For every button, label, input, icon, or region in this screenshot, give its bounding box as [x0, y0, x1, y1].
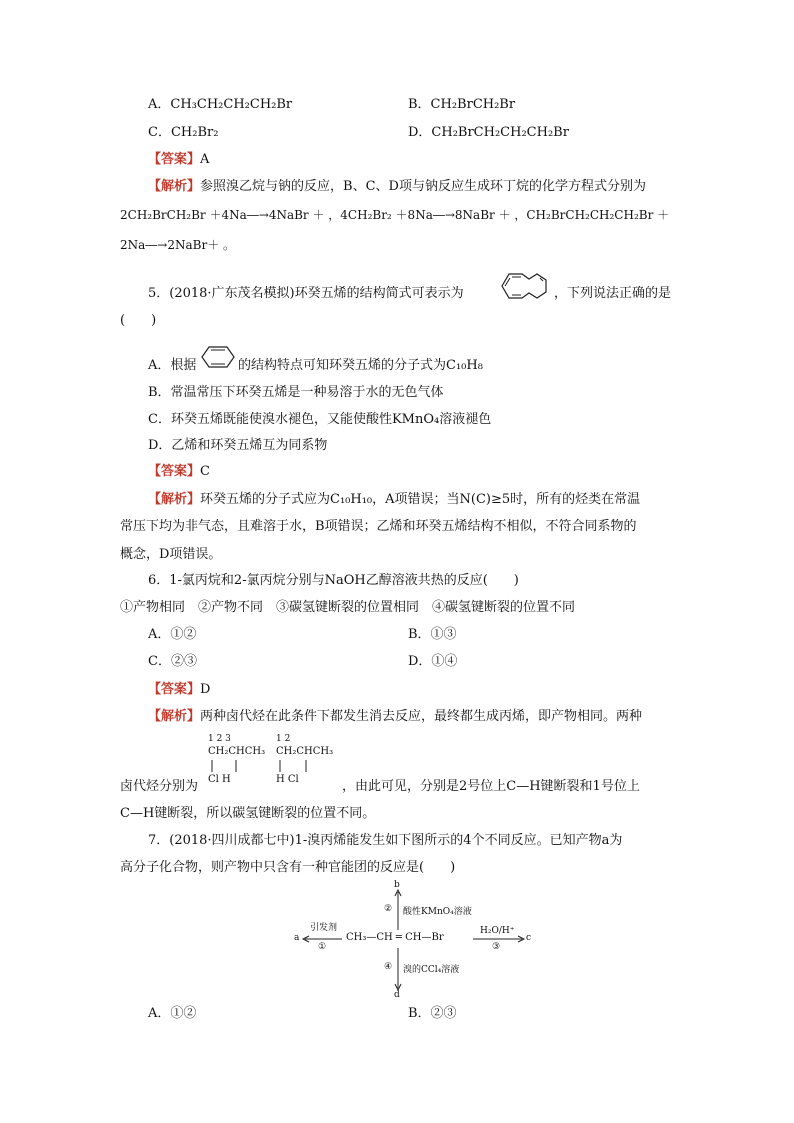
- answer-tag: 【答案】: [148, 682, 201, 697]
- q4-analysis-line-1: [148, 177, 646, 197]
- analysis-text: 两种卤代烃在此条件下都发生消去反应，最终都生成丙烯，即产物相同。两种: [200, 709, 643, 724]
- q6-analysis-line-1: [148, 707, 642, 727]
- analysis-text: 环癸五烯的分子式应为C₁₀H₁₀，A项错误；当N(C)≥5时，所有的烃类在常温: [200, 492, 641, 507]
- product-c: c: [526, 933, 532, 943]
- q6-option-a: A．①②: [148, 627, 197, 642]
- step-4-number: ④: [384, 962, 393, 972]
- q4-analysis-line-2: 2CH₂BrCH₂Br ＋4Na―→4NaBr ＋ ，4CH₂Br₂ ＋8Na―→8NaBr ＋ ，CH₂BrCH₂CH₂CH₂Br ＋: [120, 208, 670, 222]
- struct2-top: CH₂CHCH₃: [276, 746, 334, 757]
- q5-option-b: B．常温常压下环癸五烯是一种易溶于水的无色气体: [148, 385, 444, 400]
- answer-tag: 【答案】: [148, 152, 201, 167]
- answer-value: D: [200, 682, 211, 697]
- q6-analysis-line-3: C—H键断裂，所以碳氢键断裂的位置不同。: [120, 806, 376, 821]
- q6-analysis-line-2a: 卤代烃分别为: [120, 779, 199, 794]
- q6-answer: [148, 680, 210, 700]
- q5-analysis-line-1: [148, 490, 640, 510]
- q7-option-a: A．①②: [148, 1006, 197, 1021]
- analysis-tag: 【解析】: [148, 709, 201, 724]
- product-d: d: [394, 990, 400, 1000]
- product-b: b: [394, 880, 400, 890]
- q7-stem-line-2: 高分子化合物，则产物中只含有一种官能团的反应是( ): [120, 860, 456, 875]
- q5-option-a: [148, 356, 196, 376]
- struct2-bottom: H Cl: [276, 774, 299, 785]
- struct1-bonds: [208, 758, 248, 774]
- center-molecule: CH₃—CH ═ CH—Br: [346, 932, 444, 943]
- analysis-tag: 【解析】: [148, 492, 201, 507]
- q4-analysis-line-3: 2Na―→2NaBr＋ 。: [120, 238, 236, 252]
- answer-tag: 【答案】: [148, 464, 201, 479]
- q5-stem-line-1: [148, 284, 464, 304]
- q5-analysis-line-2: 常压下均为非气态，且难溶于水，B项错误；乙烯和环癸五烯结构不相似，不符合同系物的: [120, 519, 637, 534]
- q6-analysis-line-2b: ，由此可见，分别是2号位上C—H键断裂和1号位上: [342, 779, 640, 794]
- reaction-diagram: [290, 882, 540, 1000]
- q5-option-a-text-1: A．根据: [148, 358, 197, 373]
- condition-4: 溴的CCl₄溶液: [403, 965, 460, 975]
- q6-items: ①产物相同 ②产物不同 ③碳氢键断裂的位置相同 ④碳氢键断裂的位置不同: [120, 600, 576, 615]
- answer-value: C: [200, 464, 210, 479]
- q4-option-d: D．CH₂BrCH₂CH₂CH₂Br: [408, 125, 569, 140]
- analysis-tag: 【解析】: [148, 179, 201, 194]
- condition-2: 酸性KMnO₄溶液: [403, 907, 472, 917]
- step-2-number: ②: [384, 904, 393, 914]
- q5-option-a-text-2: 的结构特点可知环癸五烯的分子式为C₁₀H₈: [238, 358, 483, 373]
- q4-option-b: B．CH₂BrCH₂Br: [408, 97, 516, 112]
- struct1-numbers: 1 2 3: [208, 734, 231, 744]
- struct1-top: CH₂CHCH₃: [208, 746, 266, 757]
- cyclodecapentaene-small-structure: [199, 344, 237, 370]
- cyclodecapentaene-structure: [494, 270, 552, 302]
- q5-option-d: D．乙烯和环癸五烯互为同系物: [148, 438, 328, 453]
- q5-stem-line-2: ( ): [120, 313, 157, 328]
- step-1-number: ①: [318, 942, 327, 952]
- q5-stem-text: 5．(2018·广东茂名模拟)环癸五烯的结构简式可表示为: [148, 286, 464, 301]
- q5-stem-line-1b: ，下列说法正确的是: [554, 286, 672, 301]
- condition-1: 引发剂: [310, 923, 338, 933]
- answer-value: A: [200, 152, 210, 167]
- struct2-bonds: [276, 758, 316, 774]
- q4-answer: [148, 150, 209, 170]
- q5-answer: [148, 462, 210, 482]
- q4-option-c: C．CH₂Br₂: [148, 125, 219, 140]
- q6-option-d: D．①④: [408, 654, 458, 669]
- struct2-numbers: 1 2: [276, 734, 291, 744]
- q6-stem: 6．1-氯丙烷和2-氯丙烷分别与NaOH乙醇溶液共热的反应( ): [148, 573, 519, 588]
- analysis-text: 参照溴乙烷与钠的反应，B、C、D项与钠反应生成环丁烷的化学方程式分别为: [200, 179, 646, 194]
- q7-stem-line-1: 7．(2018·四川成都七中)1-溴丙烯能发生如下图所示的4个不同反应。已知产物a为: [148, 833, 623, 848]
- condition-3: H₂O/H⁺: [480, 926, 515, 936]
- q4-option-a: A．CH₃CH₂CH₂CH₂Br: [148, 97, 293, 112]
- product-a: a: [294, 933, 300, 943]
- step-3-number: ③: [492, 942, 501, 952]
- q6-option-c: C．②③: [148, 654, 197, 669]
- q7-option-b: B．②③: [408, 1006, 457, 1021]
- q6-option-b: B．①③: [408, 627, 457, 642]
- q5-option-c: C．环癸五烯既能使溴水褪色，又能使酸性KMnO₄溶液褪色: [148, 412, 492, 427]
- q5-analysis-line-3: 概念，D项错误。: [120, 547, 222, 562]
- struct1-bottom: Cl H: [208, 774, 231, 785]
